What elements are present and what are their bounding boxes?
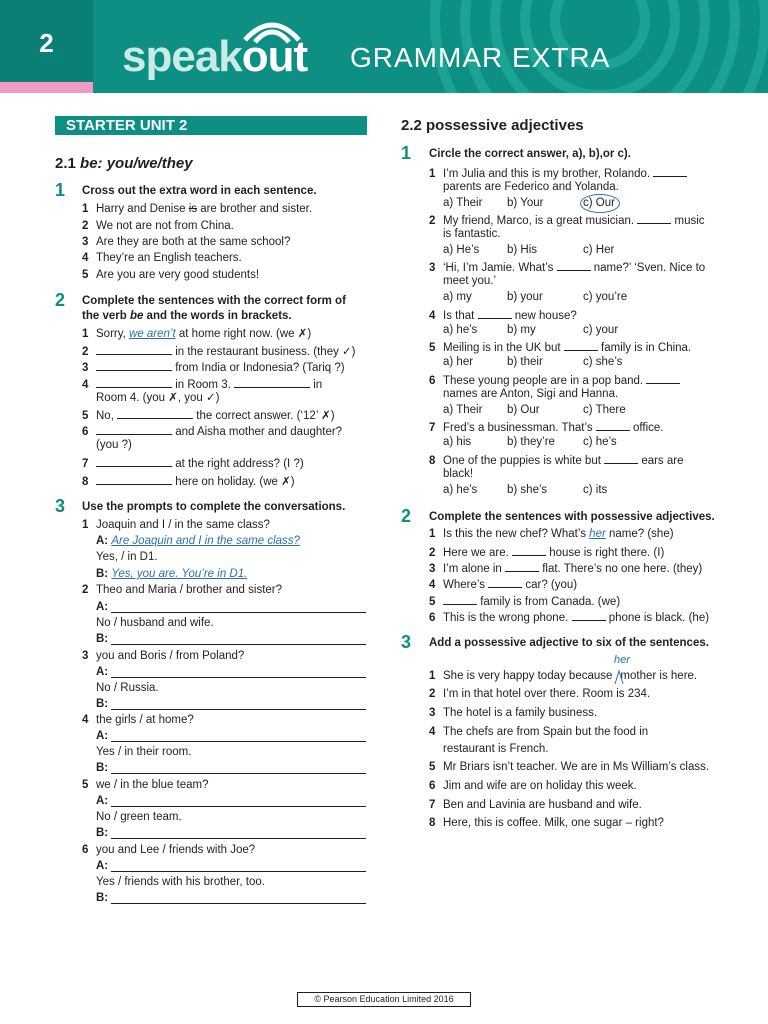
list-item: 5 Meiling is in the UK but family is in China. (429, 339, 691, 356)
list-item: 2 in the restaurant business. (they ✓) (82, 343, 356, 360)
list-item: 2 Here we are. house is right there. (I) (429, 544, 664, 561)
answer-a-label: A: (96, 666, 109, 678)
answer-line[interactable] (111, 773, 366, 774)
option[interactable]: c) your (583, 324, 619, 336)
conversation-reply: Yes / in their room. (96, 746, 192, 758)
option[interactable]: c) she’s (583, 356, 623, 368)
list-item: 8 Here, this is coffee. Milk, one sugar – right? (429, 817, 664, 829)
option[interactable]: b) His (507, 244, 538, 256)
option[interactable]: c) its (583, 484, 608, 496)
list-item: 4 The chefs are from Spain but the food in (429, 726, 649, 738)
answer-line[interactable] (111, 806, 366, 807)
section-2-2-title: 2.2 possessive adjectives (401, 117, 584, 134)
list-item: 4 They’re an English teachers. (82, 252, 242, 264)
exercise-number: 2 (55, 290, 66, 310)
answer-b-label: B: (96, 633, 109, 645)
option[interactable]: a) his (443, 436, 472, 448)
list-item-cont: names are Anton, Sigi and Hanna. (443, 388, 619, 400)
option[interactable]: c) he’s (583, 436, 617, 448)
answer-b-label: B: (96, 762, 109, 774)
exercise-number: 3 (401, 632, 412, 652)
answer-blank[interactable] (443, 593, 477, 605)
section-rest: you/we/they (106, 155, 193, 172)
list-item: 4 Where’s car? (you) (429, 576, 577, 593)
exercise-number: 1 (401, 143, 412, 163)
option[interactable]: a) he’s (443, 324, 478, 336)
answer-blank[interactable] (572, 609, 606, 621)
list-item: 6 and Aisha mother and daughter? (82, 423, 342, 440)
conversation-prompt: 4 the girls / at home? (82, 714, 194, 726)
starter-unit-banner: STARTER UNIT 2 (55, 116, 367, 135)
answer-blank[interactable] (564, 339, 598, 351)
list-item-cont: parents are Federico and Yolanda. (443, 181, 619, 193)
answer-circle (580, 194, 620, 213)
answer-a-label: A: (96, 601, 109, 613)
answer-line[interactable] (111, 677, 366, 678)
list-item: 1 Is this the new chef? What’s her name? (she) (429, 528, 674, 540)
option[interactable]: c) Our (583, 197, 615, 209)
answer-blank[interactable] (653, 165, 687, 177)
logo-out: out (241, 32, 308, 81)
answer-blank[interactable] (96, 359, 172, 371)
conversation-prompt: 2 Theo and Maria / brother and sister? (82, 584, 283, 596)
list-item-cont: Room 4. (you ✗, you ✓) (96, 392, 220, 404)
unit-number: 2 (39, 28, 54, 58)
exercise-number: 1 (55, 180, 66, 200)
list-item: 1 Harry and Denise is are brother and sister. (82, 203, 313, 215)
section-number: 2.1 (55, 155, 76, 172)
list-item: 2 I’m in that hotel over there. Room is 234. (429, 688, 651, 700)
header-bar (0, 0, 768, 93)
insertion-caret-icon (614, 669, 624, 685)
option[interactable]: b) they’re (507, 436, 555, 448)
list-item-cont: black! (443, 468, 474, 480)
list-item: 8 here on holiday. (we ✗) (82, 473, 295, 490)
exercise-instruction: Complete the sentences with the correct form of the verb be and the words in brackets. (82, 295, 346, 322)
options (443, 323, 618, 338)
list-item: 8 One of the puppies is white but ears are (429, 452, 684, 469)
answer-blank[interactable] (96, 473, 172, 485)
answer-line[interactable] (111, 709, 366, 710)
answer-blank[interactable] (96, 423, 172, 435)
answer-blank[interactable] (96, 455, 172, 467)
list-item: 5 Mr Briars isn’t teacher. We are in Ms William’s class. (429, 761, 710, 773)
list-item: 3 The hotel is a family business. (429, 707, 598, 719)
options (443, 435, 617, 450)
answer-blank[interactable] (234, 376, 310, 388)
list-item-cont: (you ?) (96, 439, 132, 451)
option[interactable]: b) Our (507, 404, 540, 416)
answer-line[interactable] (111, 644, 366, 645)
unit-box (0, 0, 93, 93)
option[interactable]: a) her (443, 356, 474, 368)
list-item: 7 Fred’s a businessman. That’s office. (429, 419, 663, 436)
list-item-cont: restaurant is French. (443, 743, 549, 755)
copyright-footer: © Pearson Education Limited 2016 (297, 992, 471, 1007)
exercise-number: 2 (401, 506, 412, 526)
answer-blank[interactable] (96, 376, 172, 388)
options (443, 355, 622, 370)
list-item: 4 in Room 3. in (82, 376, 322, 393)
answer-b-label: B: (96, 892, 109, 904)
answer-blank[interactable] (478, 307, 512, 319)
option[interactable]: b) their (507, 356, 543, 368)
answer-b-label: B: (96, 827, 109, 839)
answer-line[interactable] (111, 741, 366, 742)
conversation-reply: No / Russia. (96, 682, 159, 694)
logo-speak: speak (122, 32, 242, 81)
answer-blank[interactable] (646, 372, 680, 384)
list-item: 3 from India or Indonesia? (Tariq ?) (82, 359, 345, 376)
exercise-instruction: Add a possessive adjective to six of the sentences. (429, 637, 709, 649)
list-item: 2 My friend, Marco, is a great musician. music (429, 212, 705, 229)
exercise-instruction: Complete the sentences with possessive adjectives. (429, 511, 715, 523)
option[interactable]: a) Their (443, 404, 483, 416)
exercise-number: 3 (55, 496, 66, 516)
list-item: 6 These young people are in a pop band. (429, 372, 680, 389)
option[interactable]: b) your (507, 291, 543, 303)
answer-a-label: A: (96, 795, 109, 807)
option[interactable]: c) Her (583, 244, 615, 256)
answer-blank[interactable] (117, 407, 193, 419)
answer-a: A: Are Joaquin and I in the same class? (96, 535, 300, 547)
list-item: 2 We not are not from China. (82, 220, 234, 232)
exercise-instruction: Use the prompts to complete the conversations. (82, 501, 346, 513)
answer-b: B: Yes, you are. You’re in D1. (96, 568, 248, 580)
options (443, 290, 627, 305)
list-item: 7 Ben and Lavinia are husband and wife. (429, 799, 642, 811)
conversation-prompt: 3 you and Boris / from Poland? (82, 650, 245, 662)
answer-blank[interactable] (488, 576, 522, 588)
page-title: GRAMMAR EXTRA (350, 42, 611, 73)
answer-blank[interactable] (596, 419, 630, 431)
list-item: 3 Are they are both at the same school? (82, 236, 291, 248)
option[interactable]: c) There (583, 404, 626, 416)
option[interactable]: a) my (443, 291, 472, 303)
option[interactable]: b) Your (507, 197, 544, 209)
conversation-reply: No / green team. (96, 811, 182, 823)
answer-blank[interactable] (96, 343, 172, 355)
section-2-1-title (55, 155, 193, 172)
list-item: 3 ‘Hi, I’m Jamie. What’s name?’ ‘Sven. Nice to (429, 259, 705, 276)
option[interactable]: b) she’s (507, 484, 548, 496)
list-item-cont: meet you.’ (443, 275, 497, 287)
list-item: 5 family is from Canada. (we) (429, 593, 620, 610)
pink-accent (0, 82, 93, 93)
list-item: 3 I’m alone in flat. There’s no one here. (they) (429, 560, 702, 577)
section-be: be: (80, 155, 103, 172)
list-item-cont: is fantastic. (443, 228, 501, 240)
options (443, 483, 607, 498)
conversation-reply: Yes / friends with his brother, too. (96, 876, 265, 888)
exercise-instruction: Circle the correct answer, a), b),or c). (429, 148, 631, 160)
list-item: 1 Sorry, we aren’t at home right now. (we ✗) (82, 328, 312, 340)
option[interactable]: a) Their (443, 197, 483, 209)
option[interactable]: b) my (507, 324, 536, 336)
list-item: 4 Is that new house? (429, 307, 577, 324)
conversation-prompt: 1 Joaquin and I / in the same class? (82, 519, 270, 531)
option[interactable]: a) He’s (443, 244, 480, 256)
options (443, 403, 626, 418)
answer-blank[interactable] (512, 544, 546, 556)
answer-line[interactable] (111, 838, 366, 839)
list-item: 1 I’m Julia and this is my brother, Rolando. (429, 165, 687, 182)
inserted-word: her (614, 654, 630, 666)
answer-a-label: A: (96, 860, 109, 872)
list-item: 5 No, the correct answer. (‘12’ ✗) (82, 407, 335, 424)
answer-b-label: B: (96, 698, 109, 710)
answer-blank[interactable] (604, 452, 638, 464)
option[interactable]: a) he’s (443, 484, 478, 496)
conversation-prompt: 5 we / in the blue team? (82, 779, 209, 791)
answer-line[interactable] (111, 871, 366, 872)
conversation-reply: No / husband and wife. (96, 617, 214, 629)
list-item: 6 This is the wrong phone. phone is black. (he) (429, 609, 709, 626)
conversation-reply: Yes, / in D1. (96, 551, 158, 563)
list-item: 1 She is very happy today because mother is here. (429, 670, 698, 682)
answer-blank[interactable] (505, 560, 539, 572)
list-item: 7 at the right address? (I ?) (82, 455, 304, 472)
answer-line[interactable] (111, 903, 366, 904)
answer-a-label: A: (96, 730, 109, 742)
conversation-prompt: 6 you and Lee / friends with Joe? (82, 844, 256, 856)
exercise-instruction: Cross out the extra word in each sentence. (82, 185, 317, 197)
options (443, 243, 614, 258)
option[interactable]: c) you’re (583, 291, 628, 303)
answer-blank[interactable] (637, 212, 671, 224)
answer-line[interactable] (111, 612, 366, 613)
speakout-logo (122, 32, 307, 82)
answer-blank[interactable] (557, 259, 591, 271)
list-item: 5 Are you are very good students! (82, 269, 260, 281)
list-item: 6 Jim and wife are on holiday this week. (429, 780, 637, 792)
